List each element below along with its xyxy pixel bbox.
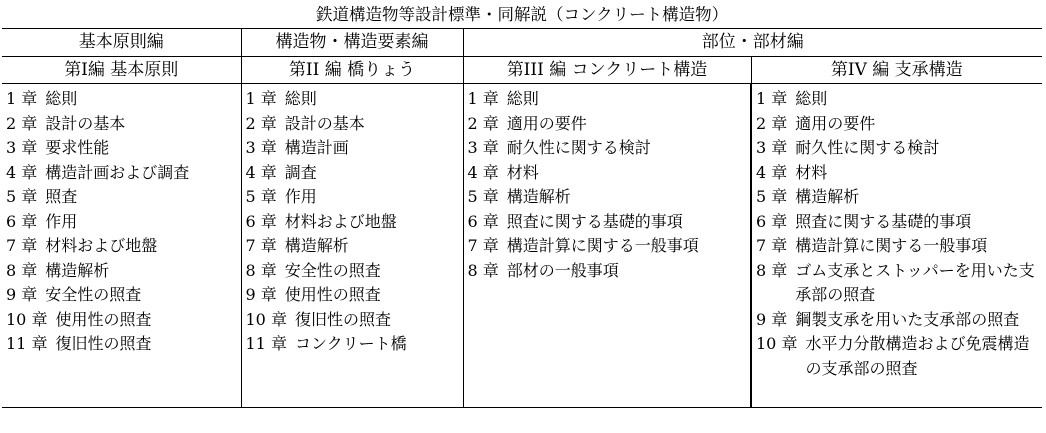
chapter-item: [2, 210, 241, 235]
chapter-number: 5 章: [756, 187, 788, 206]
chapter-item: [2, 185, 241, 210]
edition-4-chapter-list: [751, 84, 1042, 408]
chapter-title: 作用: [45, 211, 78, 231]
chapter-title: 構造計算に関する一般事項: [795, 236, 988, 255]
chapter-item: [2, 332, 241, 357]
chapter-item: [2, 259, 241, 284]
chapter-title: 総則: [284, 89, 317, 108]
chapter-title: 適用の要件: [506, 113, 587, 133]
chapter-number: 10 章: [6, 309, 48, 329]
chapter-title: 総則: [45, 89, 78, 108]
chapter-item: [242, 283, 463, 308]
chapter-number: 5 章: [6, 187, 38, 206]
chapter-title: 総則: [795, 89, 828, 108]
chapter-number: 2 章: [467, 113, 499, 133]
chapter-title: 構造解析: [795, 187, 860, 206]
chapter-number: 4 章: [756, 162, 788, 182]
chapter-number: 11 章: [6, 334, 48, 353]
chapter-number: 1 章: [467, 89, 499, 108]
chapter-number: 7 章: [6, 236, 38, 255]
chapter-number: 2 章: [6, 113, 38, 133]
chapter-item: [242, 332, 463, 357]
edition-1-header: 第Ⅰ編 基本原則: [2, 57, 241, 84]
chapter-item: [464, 87, 751, 112]
chapter-item: [242, 87, 463, 112]
chapter-item: [752, 185, 1042, 210]
chapter-title: 水平力分散構造および免震構造の支承部の照査: [805, 334, 1030, 378]
chapter-title: 材料: [795, 162, 828, 182]
chapter-title: 作用: [284, 187, 317, 206]
chapter-title: 構造解析: [506, 187, 571, 206]
chapter-number: 11 章: [245, 334, 287, 353]
chapter-title: 要求性能: [45, 138, 110, 157]
chapter-item: [752, 87, 1042, 112]
chapter-item: [2, 87, 241, 112]
chapter-number: 3 章: [467, 138, 499, 157]
chapter-title: 復旧性の照査: [55, 334, 152, 353]
chapter-number: 1 章: [756, 89, 788, 108]
chapter-number: 2 章: [245, 113, 277, 133]
edition-2-chapter-list: [241, 84, 463, 408]
chapter-item: [752, 112, 1042, 137]
chapter-number: 8 章: [756, 260, 788, 280]
chapter-item: [752, 259, 1042, 308]
chapter-number: 4 章: [245, 162, 277, 182]
chapter-number: 6 章: [245, 211, 277, 231]
chapter-number: 4 章: [6, 162, 38, 182]
chapter-title: 材料: [506, 162, 539, 182]
chapter-title: ゴム支承とストッパーを用いた支承部の照査: [795, 260, 1035, 304]
chapter-number: 7 章: [467, 236, 499, 255]
chapter-item: [752, 234, 1042, 259]
chapter-item: [464, 210, 751, 235]
chapter-item: [2, 234, 241, 259]
chapter-title: 照査に関する基礎的事項: [795, 211, 972, 231]
chapter-title: 構造計算に関する一般事項: [506, 236, 699, 255]
chapter-item: [464, 136, 751, 161]
chapter-title: 適用の要件: [795, 113, 876, 133]
chapter-number: 8 章: [245, 260, 277, 280]
chapter-number: 5 章: [245, 187, 277, 206]
chapter-item: [2, 136, 241, 161]
chapter-item: [2, 308, 241, 333]
chapter-number: 3 章: [6, 138, 38, 157]
chapter-title: 復旧性の照査: [294, 309, 391, 329]
table-title: 鉄道構造物等設計標準・同解説（コンクリート構造物）: [2, 2, 1042, 29]
edition-2-header: 第II 編 橋りょう: [241, 57, 463, 84]
chapter-title: 耐久性に関する検討: [795, 138, 940, 157]
chapter-title: 鋼製支承を用いた支承部の照査: [795, 309, 1020, 329]
chapter-number: 5 章: [467, 187, 499, 206]
chapter-item: [242, 161, 463, 186]
chapter-title: 照査: [45, 187, 78, 206]
chapter-title: 構造計画および調査: [45, 162, 190, 182]
chapter-title: 調査: [284, 162, 317, 182]
chapter-number: 7 章: [245, 236, 277, 255]
chapter-item: [752, 332, 1042, 381]
edition-4-header: 第IV 編 支承構造: [751, 57, 1042, 84]
chapter-number: 9 章: [756, 309, 788, 329]
chapter-title: 設計の基本: [45, 113, 126, 133]
edition-3-header: 第III 編 コンクリート構造: [463, 57, 751, 84]
chapter-item: [242, 210, 463, 235]
chapter-item: [752, 308, 1042, 333]
chapter-number: 4 章: [467, 162, 499, 182]
chapter-number: 2 章: [756, 113, 788, 133]
chapter-item: [242, 136, 463, 161]
chapter-item: [464, 185, 751, 210]
chapter-number: 9 章: [245, 285, 277, 304]
chapter-item: [464, 112, 751, 137]
category-structures: 構造物・構造要素編: [241, 29, 463, 57]
category-basic-principles: 基本原則編: [2, 29, 241, 57]
standards-table: [2, 2, 1042, 408]
standards-table-wrapper: [2, 2, 1044, 431]
chapter-item: [2, 161, 241, 186]
chapter-item: [2, 112, 241, 137]
chapter-title: 総則: [506, 89, 539, 108]
chapter-item: [752, 161, 1042, 186]
chapter-number: 3 章: [245, 138, 277, 157]
chapter-item: [242, 185, 463, 210]
chapter-item: [242, 112, 463, 137]
chapter-title: 使用性の照査: [55, 309, 152, 329]
chapter-number: 3 章: [756, 138, 788, 157]
chapter-title: 構造計画: [284, 138, 349, 157]
chapter-number: 6 章: [467, 211, 499, 231]
chapter-number: 8 章: [467, 260, 499, 280]
category-parts-members: 部位・部材編: [463, 29, 1042, 57]
chapter-title: 設計の基本: [284, 113, 365, 133]
chapter-title: 材料および地盤: [284, 211, 397, 231]
chapter-number: 6 章: [6, 211, 38, 231]
chapter-item: [2, 283, 241, 308]
chapter-title: 使用性の照査: [284, 285, 381, 304]
chapter-title: 構造解析: [45, 260, 110, 280]
chapter-number: 1 章: [6, 89, 38, 108]
chapter-number: 9 章: [6, 285, 38, 304]
chapter-item: [242, 308, 463, 333]
chapter-item: [242, 259, 463, 284]
chapter-item: [752, 210, 1042, 235]
chapter-number: 1 章: [245, 89, 277, 108]
chapter-title: 安全性の照査: [284, 260, 381, 280]
chapter-title: 安全性の照査: [45, 285, 142, 304]
chapter-title: 部材の一般事項: [506, 260, 619, 280]
chapter-item: [752, 136, 1042, 161]
chapter-number: 10 章: [245, 309, 287, 329]
edition-1-chapter-list: [2, 84, 241, 408]
chapter-item: [464, 259, 751, 284]
chapter-item: [464, 161, 751, 186]
chapter-number: 10 章: [756, 334, 798, 353]
chapter-item: [464, 234, 751, 259]
chapter-title: コンクリート橋: [294, 334, 407, 353]
chapter-number: 8 章: [6, 260, 38, 280]
chapter-title: 材料および地盤: [45, 236, 158, 255]
edition-3-chapter-list: [463, 84, 751, 408]
chapter-title: 耐久性に関する検討: [506, 138, 651, 157]
chapter-number: 6 章: [756, 211, 788, 231]
chapter-title: 構造解析: [284, 236, 349, 255]
chapter-number: 7 章: [756, 236, 788, 255]
chapter-title: 照査に関する基礎的事項: [506, 211, 683, 231]
chapter-item: [242, 234, 463, 259]
